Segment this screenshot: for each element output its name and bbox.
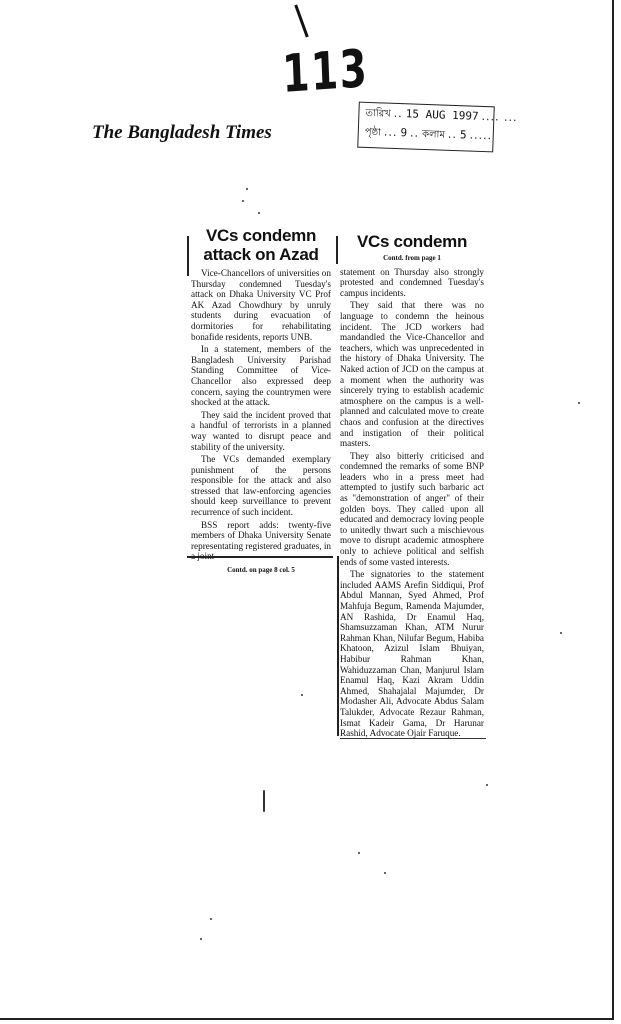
scan-speck (301, 694, 303, 696)
article-left-paragraph: They said the incident proved that a handful of terrorists in a planned way wanted to disrupt peace and stability of the university. (191, 409, 331, 452)
scan-speck (578, 402, 580, 404)
article-left-headline: VCs condemn attack on Azad (203, 226, 319, 264)
scan-speck (560, 632, 562, 634)
article-left-paragraph: The VCs demanded exemplary punishment of the persons responsible for the attack and also stressed that law-enforcing agencies should keep surveillance to prevent recurrence of such incident. (191, 454, 331, 518)
scan-speck (210, 918, 212, 920)
article-right-paragraph: The signatories to the statement included AAMS Arefin Siddiqui, Prof Abdul Mannan, Syed Ahmed, Prof Mahfuja Begum, Ramenda Majumder, AN Rashida, Dr Enamul Haq, Shamsuzzaman Khan, ATM Nurur Rahman Khan, Nilufar Begum, Habiba Khatoon, Azizul Islam Bhuiyan, Habibur Rahman Khan, Wahiduzzaman Chan, Manjurul Islam Enamul Haq, Kazi Akram Uddin Ahmed, Shahajalal Majumder, Dr Modasher Ali, Advocate Abdus Salam Talukder, Advocate Rezaur Rahman, Ismat Kadeir Gama, Dr Harunar Rashid, Advocate Ojair Faruque. (340, 569, 484, 739)
scan-speck (246, 188, 248, 190)
stamp-date-value: 15 AUG 1997 (405, 107, 479, 123)
article-left-paragraph: Vice-Chancellors of universities on Thursday condemned Tuesday's attack on Dhaka University VC Prof AK Azad Chowdhury by unruly students during evacuation of dormitories for rehabilitating bonafide residents, reports UNB. (191, 268, 331, 342)
article-right-bottom-rule (340, 738, 486, 739)
newspaper-masthead: The Bangladesh Times (92, 122, 272, 143)
article-right-paragraph: They said that there was no language to condemn the heinous incident. The JCD workers had mandandled the Vice-Chancellor and teachers, which was unprecedented in the history of Dhaka University. The Naked action of JCD on the campus at a moment when the authority was sincerely trying to establish academic atmosphere on the campus is a well-planned and calculated move to create chaos and confusion at the directives and instigation of their political masters. (340, 300, 484, 449)
article-right-paragraph: They also bitterly criticised and condemned the remarks of some BNP leaders who in a press meet had attempted to justify such barbaric act as "demonstration of anger" of their golden boys. They called upon all educated and democracy loving people to unitedly thwart such a mischievous move to disrupt academic atmosphere only to achieve political and selfish ends of some vasted interests. (340, 450, 484, 567)
continued-from-note: Contd. from page 1 (383, 254, 441, 262)
clip-edge-mark (187, 236, 189, 276)
stamp-page-value: 9 (400, 126, 408, 140)
clip-edge-mark (336, 236, 338, 264)
scan-speck (200, 938, 202, 940)
scan-speck (242, 200, 244, 202)
scan-speck (358, 852, 360, 854)
stamp-column-value: 5 (459, 128, 467, 142)
handwritten-page-number: 113 (281, 39, 370, 105)
article-right-paragraph: statement on Thursday also strongly protested and condemned Tuesday's campus incidents. (340, 266, 484, 298)
continued-on-note: Contd. on page 8 col. 5 (227, 566, 295, 575)
scan-speck (486, 784, 488, 786)
clip-edge-mark (337, 556, 339, 736)
article-right-headline: VCs condemn (356, 232, 468, 251)
article-left-paragraph: In a statement, members of the Bangladesh University Parishad Standing Committee of Vice-Chancellor also expressed deep concern, saying the countrymen were shocked at the attack. (191, 344, 331, 408)
article-left-bottom-rule (187, 556, 333, 558)
stamp-page-label: পৃষ্ঠা (364, 126, 382, 139)
scan-speck (258, 212, 260, 214)
article-left-column (191, 226, 331, 576)
stamp-date-label: তারিখ (365, 107, 391, 120)
scan-speck (384, 872, 386, 874)
article-left-paragraph: BSS report adds: twenty-five members of Dhaka University Senate representating registered graduates, in (191, 519, 331, 551)
scan-speck (263, 790, 265, 812)
archive-stamp (357, 102, 518, 153)
stamp-page-row: পৃষ্ঠা ... 9 .. কলাম .. 5 ..... (364, 125, 487, 148)
stamp-date-row: তারিখ .. 15 AUG 1997 .... ... (365, 106, 518, 125)
stamp-column-label: কলাম (421, 128, 446, 141)
article-right-column (340, 232, 484, 741)
